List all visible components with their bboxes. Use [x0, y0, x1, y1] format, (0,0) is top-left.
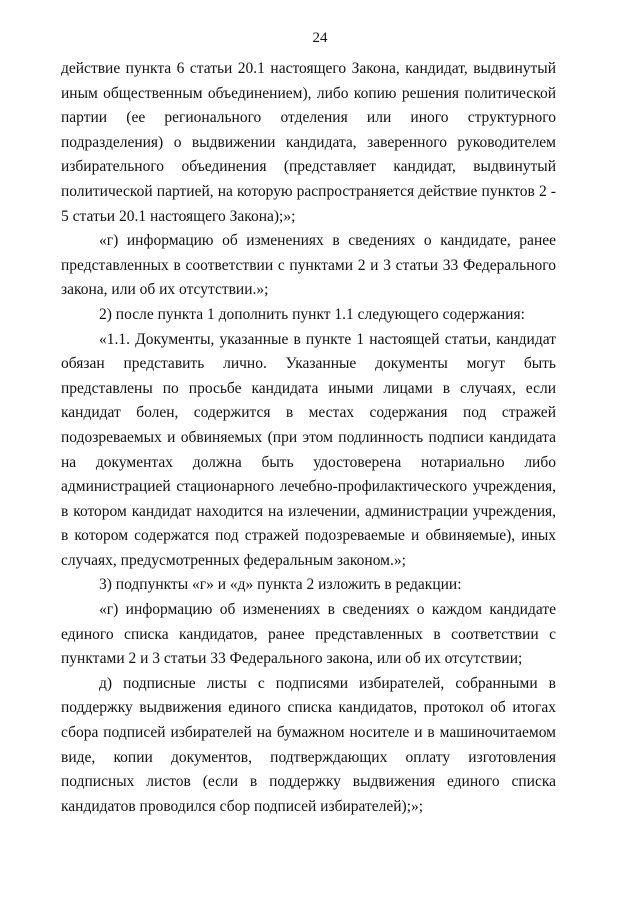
document-body: [61, 57, 556, 819]
paragraph-amendment-3: 3) подпункты «г» и «д» пункта 2 изложить в редакции:: [99, 576, 462, 594]
paragraph-continuation: действие пункта 6 статьи 20.1 настоящего Закона, кандидат, выдвинутый иным общественным объединением), либо копию решения политической партии (ее регионального отделения или иного структурного подразделения) о выдвижении кандидата, заверенного руководителем избирательного объединения (представляет кандидат, выдвинутый политической партией, на которую распространяется действие пунктов 2 - 5 статьи 20.1 настоящего Закона);»;: [61, 60, 556, 225]
paragraph-subpoint-g: «г) информацию об изменениях в сведениях о кандидате, ранее представленных в соответствии с пунктами 2 и 3 статьи 33 Федерального закона, или об их отсутствии.»;: [61, 232, 556, 299]
paragraph-subpoint-g-list: «г) информацию об изменениях в сведениях о каждом кандидате единого списка кандидатов, ранее представленных в соответствии с пунктами 2 и 3 статьи 33 Федерального закона, или об их отсутствии;: [61, 601, 556, 668]
paragraph-amendment-2: 2) после пункта 1 дополнить пункт 1.1 следующего содержания:: [99, 305, 525, 323]
paragraph-point-1-1: «1.1. Документы, указанные в пункте 1 настоящей статьи, кандидат обязан представить лично. Указанные документы могут быть представлены по просьбе кандидата иными лицами в случаях, если кандидат болен, содержится в местах содержания под стражей подозреваемых и обвиняемых (при этом подлинность подписи кандидата на документах должна быть удостоверена нотариально либо администрацией стационарного лечебно-профилактического учреждения, в котором кандидат находится на излечении, администрации учреждения, в котором содержатся под стражей подозреваемые и обвиняемые), иных случаях, предусмотренных федеральным законом.»;: [61, 330, 556, 569]
page-number: 24: [312, 30, 328, 46]
paragraph-subpoint-d: д) подписные листы с подписями избирателей, собранными в поддержку выдвижения единого списка кандидатов, протокол об итогах сбора подписей избирателей на бумажном носителе и в машиночитаемом виде, копии документов, подтверждающих оплату изготовления подписных листов (если в поддержку выдвижения единого списка кандидатов проводился сбор подписей избирателей);»;: [61, 674, 556, 815]
